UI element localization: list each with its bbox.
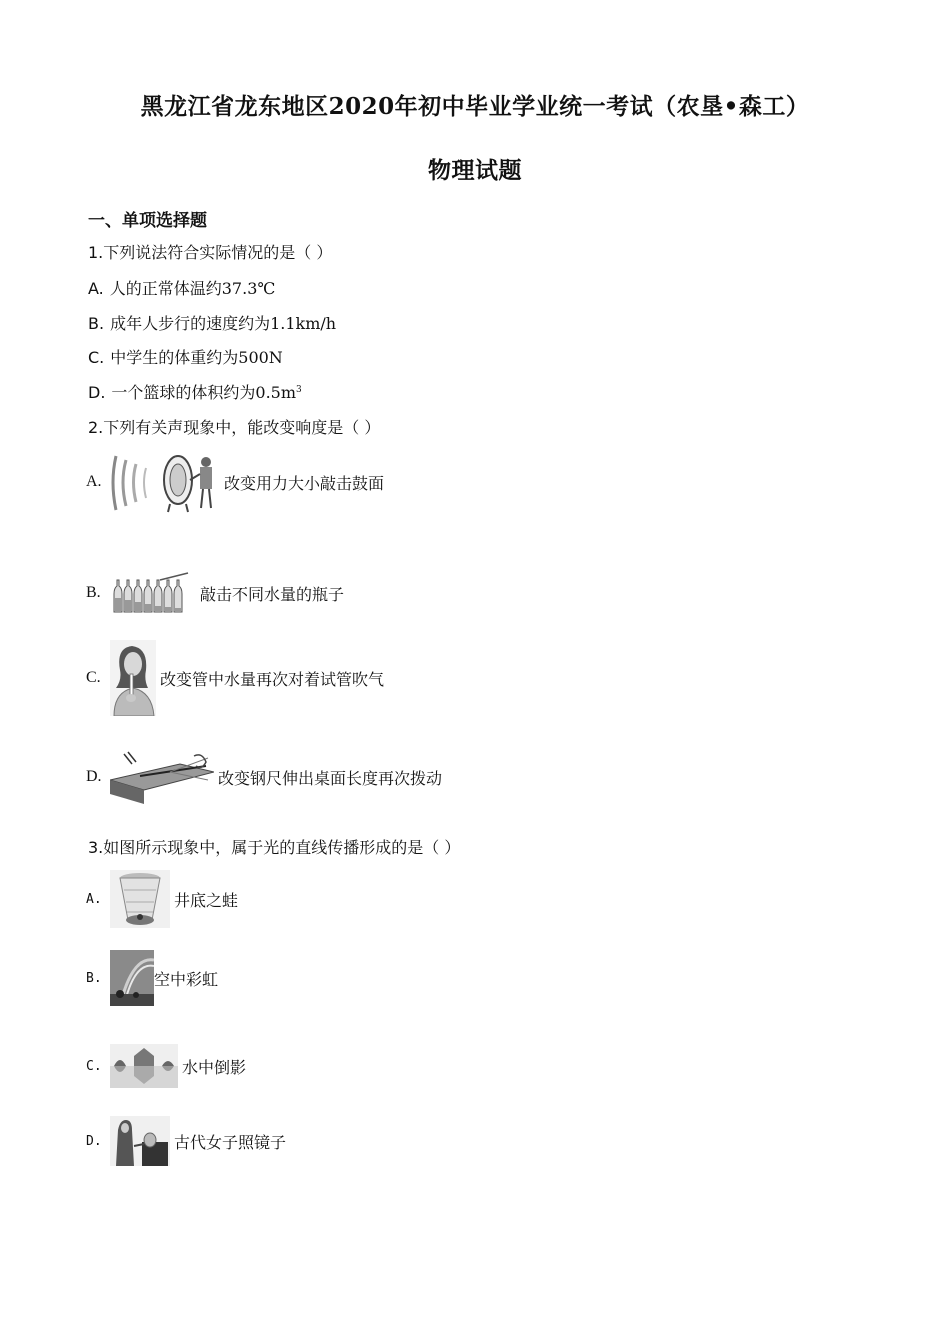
frog-in-well-photo-icon — [110, 870, 170, 928]
question-stem: 下列说法符合实际情况的是（ ） — [103, 243, 333, 262]
question-stem: 下列有关声现象中，能改变响度是（ ） — [103, 418, 381, 437]
option-text: 中学生的体重约为500N — [110, 348, 283, 367]
question-stem: 如图所示现象中，属于光的直线传播形成的是（ ） — [103, 838, 461, 857]
q1-option-d — [88, 380, 302, 403]
bottles-illustration-icon — [110, 572, 192, 614]
option-letter: B. — [86, 970, 102, 986]
option-text: 井底之蛙 — [174, 890, 239, 910]
q2-option-d — [86, 750, 442, 804]
option-text: 空中彩虹 — [154, 969, 219, 989]
question-number: 2. — [88, 418, 104, 437]
option-letter: C. — [86, 669, 101, 686]
ruler-on-desk-illustration-icon — [110, 750, 214, 804]
exam-subtitle: 物理试题 — [428, 157, 522, 184]
q1-option-a — [88, 276, 275, 299]
superscript: 3 — [296, 385, 302, 395]
girl-blowing-tube-illustration-icon — [110, 640, 156, 716]
option-letter: D. — [86, 1133, 102, 1149]
question-number: 1. — [88, 243, 104, 262]
option-letter: B. — [86, 584, 101, 601]
woman-mirror-photo-icon — [110, 1116, 170, 1166]
option-letter: A. — [86, 473, 102, 490]
q3-option-d — [86, 1116, 286, 1166]
q1-option-b — [88, 311, 336, 334]
option-letter: D. — [88, 383, 106, 402]
option-letter: B. — [88, 314, 105, 333]
question-1 — [88, 240, 332, 263]
option-text: 水中倒影 — [182, 1057, 247, 1077]
option-letter: C. — [88, 348, 105, 367]
option-text: 一个篮球的体积约为0.5m — [111, 383, 297, 402]
option-letter: D. — [86, 768, 102, 785]
exam-title: 黑龙江省龙东地区2020年初中毕业学业统一考试（农垦•森工） — [140, 93, 810, 120]
q3-option-a — [86, 870, 238, 928]
rainbow-photo-icon — [110, 950, 154, 1006]
question-3 — [88, 835, 460, 858]
option-letter: A. — [88, 279, 104, 298]
section-heading: 一、单项选择题 — [88, 211, 207, 231]
option-letter: A. — [86, 891, 102, 907]
option-text: 改变钢尺伸出桌面长度再次拨动 — [218, 768, 443, 788]
q2-option-b — [86, 572, 344, 614]
drum-illustration-icon — [110, 450, 220, 514]
option-text: 人的正常体温约37.3℃ — [109, 279, 276, 298]
q3-option-b — [86, 950, 218, 1006]
q2-option-c — [86, 640, 384, 716]
option-text: 古代女子照镜子 — [174, 1132, 287, 1152]
q1-option-c — [88, 345, 283, 368]
q2-option-a — [86, 450, 384, 514]
reflection-photo-icon — [110, 1044, 178, 1088]
option-text: 成年人步行的速度约为1.1km/h — [110, 314, 337, 333]
option-letter: C. — [86, 1058, 102, 1074]
option-text: 敲击不同水量的瓶子 — [200, 584, 345, 604]
question-number: 3. — [88, 838, 104, 857]
q3-option-c — [86, 1044, 246, 1088]
option-text: 改变用力大小敲击鼓面 — [224, 473, 385, 493]
option-text: 改变管中水量再次对着试管吹气 — [160, 669, 385, 689]
question-2 — [88, 415, 380, 438]
